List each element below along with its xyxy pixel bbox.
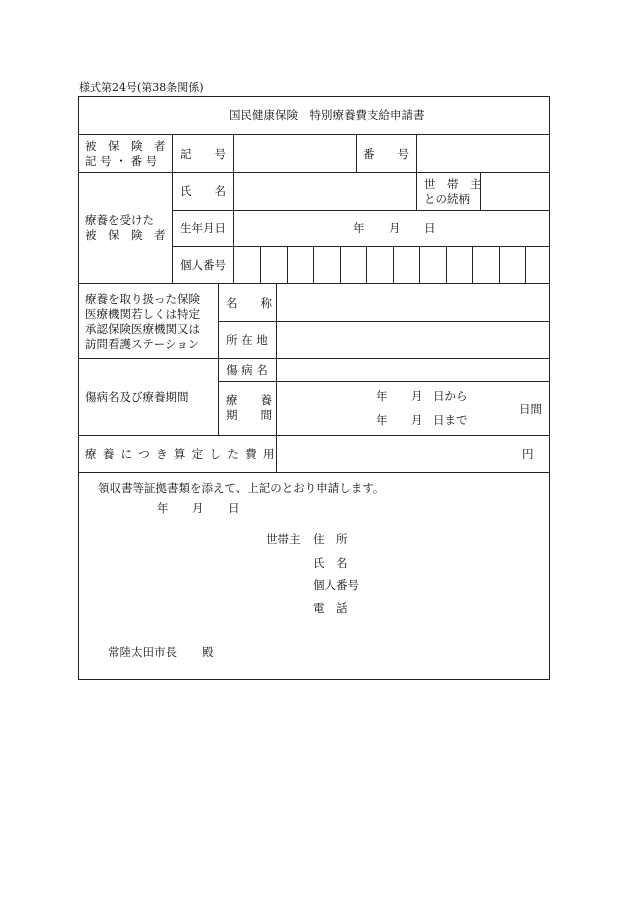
dob-label: 生年月日 xyxy=(180,221,226,235)
recipient-name-label: 氏 名 xyxy=(180,184,226,198)
disease-label: 傷 病 名 xyxy=(226,363,268,377)
recipient-name-field[interactable] xyxy=(234,173,415,209)
period-label-1: 療 養 xyxy=(226,393,272,407)
dob-day: 日 xyxy=(424,221,436,235)
form-number: 様式第24号(第38条関係) xyxy=(79,81,204,94)
date-year: 年 xyxy=(157,501,169,515)
date-day: 日 xyxy=(228,501,240,515)
days-label: 日間 xyxy=(519,402,542,416)
householder-phone-label: 電 話 xyxy=(313,601,348,615)
dob-month: 月 xyxy=(389,221,401,235)
insured-id-label-1: 被 保 険 者 xyxy=(85,139,166,153)
insured-id-label-2: 記 号 ・ 番 号 xyxy=(85,154,158,168)
relation-label-1: 世 帯 主 xyxy=(424,177,482,191)
date-month: 月 xyxy=(192,501,204,515)
divider xyxy=(78,472,550,473)
bango-label: 番 号 xyxy=(363,147,409,161)
institution-label-2: 医療機関若しくは特定 xyxy=(85,307,200,321)
divider xyxy=(356,134,357,172)
institution-label-4: 訪問看護ステーション xyxy=(85,337,200,351)
householder-mynumber-label: 個人番号 xyxy=(313,578,359,592)
divider xyxy=(172,134,173,283)
cost-label: 療養につき算定した費用 xyxy=(85,447,281,461)
divider xyxy=(416,172,417,210)
to-day: 日まで xyxy=(433,413,468,427)
to-year: 年 xyxy=(376,413,388,427)
period-label-2: 期 間 xyxy=(226,408,272,422)
to-month: 月 xyxy=(411,413,423,427)
institution-label-1: 療養を取り扱った保険 xyxy=(85,292,200,306)
householder-label: 世帯主 xyxy=(266,532,301,546)
institution-name-label: 名 称 xyxy=(226,296,272,310)
relation-label-2: との続柄 xyxy=(424,192,470,206)
institution-name-field[interactable] xyxy=(277,284,549,320)
cost-unit: 円 xyxy=(522,447,534,461)
householder-name-label: 氏 名 xyxy=(313,556,348,570)
relation-field[interactable] xyxy=(481,173,549,209)
from-year: 年 xyxy=(376,389,388,403)
recipient-label-2: 被 保 険 者 xyxy=(85,228,166,242)
institution-address-field[interactable] xyxy=(277,322,549,357)
dob-year: 年 xyxy=(353,221,365,235)
kigo-label: 記 号 xyxy=(180,147,226,161)
from-month: 月 xyxy=(411,389,423,403)
institution-address-label: 所 在 地 xyxy=(226,333,268,347)
recipient-label-1: 療養を受けた xyxy=(85,213,154,227)
form-title: 国民健康保険 特別療養費支給申請書 xyxy=(229,108,425,122)
honorific: 殿 xyxy=(202,645,214,659)
from-day: 日から xyxy=(433,389,468,403)
institution-label-3: 承認保険医療機関又は xyxy=(85,322,200,336)
bango-field[interactable] xyxy=(417,135,549,171)
kigo-field[interactable] xyxy=(234,135,355,171)
mynumber-field[interactable] xyxy=(234,247,549,282)
householder-address-label: 住 所 xyxy=(313,532,348,546)
disease-field[interactable] xyxy=(277,359,549,380)
mynumber-label: 個人番号 xyxy=(180,258,226,272)
illness-label: 傷病名及び療養期間 xyxy=(85,390,189,404)
addressee: 常陸太田市長 xyxy=(108,645,177,659)
divider xyxy=(218,283,219,435)
cost-field[interactable] xyxy=(277,436,549,471)
declaration-statement: 領収書等証拠書類を添えて、上記のとおり申請します。 xyxy=(98,481,385,495)
